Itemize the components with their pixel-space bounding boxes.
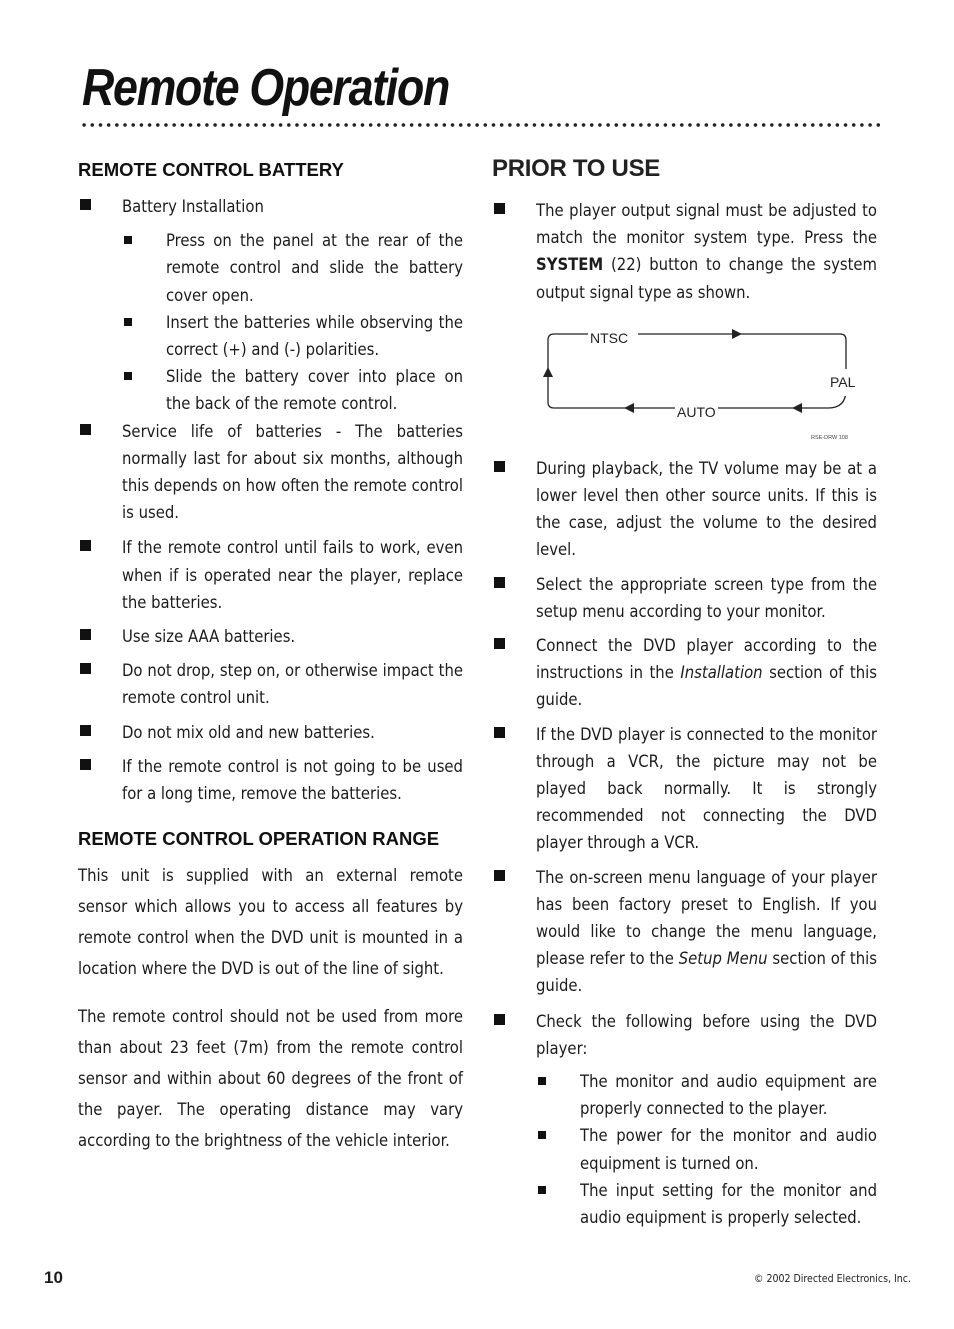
copyright: © 2002 Directed Electronics, Inc. bbox=[754, 1273, 911, 1285]
prior-to-use-section bbox=[492, 197, 877, 1231]
pal-label: PAL bbox=[828, 369, 857, 396]
page-number: 10 bbox=[44, 1268, 63, 1287]
install-step: Slide the battery cover into place on the back of the remote control. bbox=[122, 363, 463, 417]
arrow-right-icon bbox=[732, 329, 742, 339]
battery-section bbox=[78, 193, 463, 807]
bullet-long-time: If the remote control is not going to be used for a long time, remove the batteries. bbox=[78, 753, 463, 807]
language-text-before: The on-screen menu language of your player has been factory preset to English. If you would like to change the menu language, please refer to the bbox=[536, 867, 877, 969]
arrow-up-icon bbox=[543, 367, 553, 377]
range-paragraph: The remote control should not be used from more than about 23 feet (7m) from the remote control sensor and within about 60 degrees of the front of the payer. The operating distance may vary according to the brightness of the vehicle interior. bbox=[78, 1007, 463, 1151]
arrow-left-icon bbox=[792, 403, 802, 413]
install-step: Press on the panel at the rear of the remote control and slide the battery cover open. bbox=[122, 227, 463, 309]
setup-menu-ref: Setup Menu bbox=[678, 949, 768, 969]
bullet-tv-volume: During playback, the TV volume may be at a lower level then other source units. If this is the case, adjust the volume to the desired level. bbox=[492, 455, 877, 564]
range-paragraph: This unit is supplied with an external remote sensor which allows you to access all features by remote control when the DVD unit is mounted in a location where the DVD is out of the line of sight. bbox=[78, 866, 463, 979]
battery-heading: REMOTE CONTROL BATTERY bbox=[78, 159, 344, 180]
connect-text-after: section of this guide. bbox=[536, 663, 877, 710]
system-text-after: (22) button to change the system output signal type as shown. bbox=[536, 255, 877, 302]
page-title: Remote Operation bbox=[82, 59, 449, 117]
drawing-code: RSE-DRW 108 bbox=[811, 434, 848, 441]
dotted-title-rule bbox=[80, 122, 882, 128]
bullet-vcr: If the DVD player is connected to the monitor through a VCR, the picture may not be played back normally. It is strongly recommended not connecting the DVD player through a VCR. bbox=[492, 721, 877, 857]
right-column bbox=[492, 150, 877, 1231]
left-column bbox=[78, 150, 463, 1156]
bullet-do-not-mix: Do not mix old and new batteries. bbox=[78, 719, 463, 746]
bullet-check: Check the following before using the DVD player: bbox=[492, 1008, 877, 1062]
bullet-connect bbox=[492, 632, 877, 714]
bullet-fails-to-work: If the remote control until fails to work, even when if is operated near the player, replace the batteries. bbox=[78, 534, 463, 616]
bullet-do-not-drop: Do not drop, step on, or otherwise impact the remote control unit. bbox=[78, 657, 463, 711]
bullet-battery-installation: Battery Installation bbox=[78, 193, 463, 220]
check-item: The power for the monitor and audio equipment is turned on. bbox=[536, 1122, 877, 1176]
prior-to-use-heading: PRIOR TO USE bbox=[492, 155, 660, 182]
output-signal-diagram bbox=[492, 322, 877, 442]
bullet-menu-language bbox=[492, 864, 877, 1000]
range-heading: REMOTE CONTROL OPERATION RANGE bbox=[78, 828, 440, 850]
install-step: Insert the batteries while observing the correct (+) and (-) polarities. bbox=[122, 309, 463, 363]
auto-label: AUTO bbox=[675, 399, 718, 426]
ntsc-label: NTSC bbox=[588, 325, 630, 352]
installation-ref: Installation bbox=[680, 663, 763, 683]
system-button-label: SYSTEM bbox=[536, 255, 604, 275]
check-item: The input setting for the monitor and audio equipment is properly selected. bbox=[536, 1177, 877, 1231]
bullet-aaa: Use size AAA batteries. bbox=[78, 623, 463, 650]
check-item: The monitor and audio equipment are properly connected to the player. bbox=[536, 1068, 877, 1122]
language-text-after: section of this guide. bbox=[536, 949, 877, 996]
bullet-system bbox=[492, 197, 877, 306]
bullet-service-life: Service life of batteries - The batteries normally last for about six months, although this depends on how often the remote control is used. bbox=[78, 418, 463, 527]
system-text-before: The player output signal must be adjusted to match the monitor system type. Press the bbox=[536, 201, 877, 248]
connect-text-before: Connect the DVD player according to the instructions in the bbox=[536, 636, 877, 683]
arrow-left-icon bbox=[624, 403, 634, 413]
bullet-screen-type: Select the appropriate screen type from the setup menu according to your monitor. bbox=[492, 571, 877, 625]
